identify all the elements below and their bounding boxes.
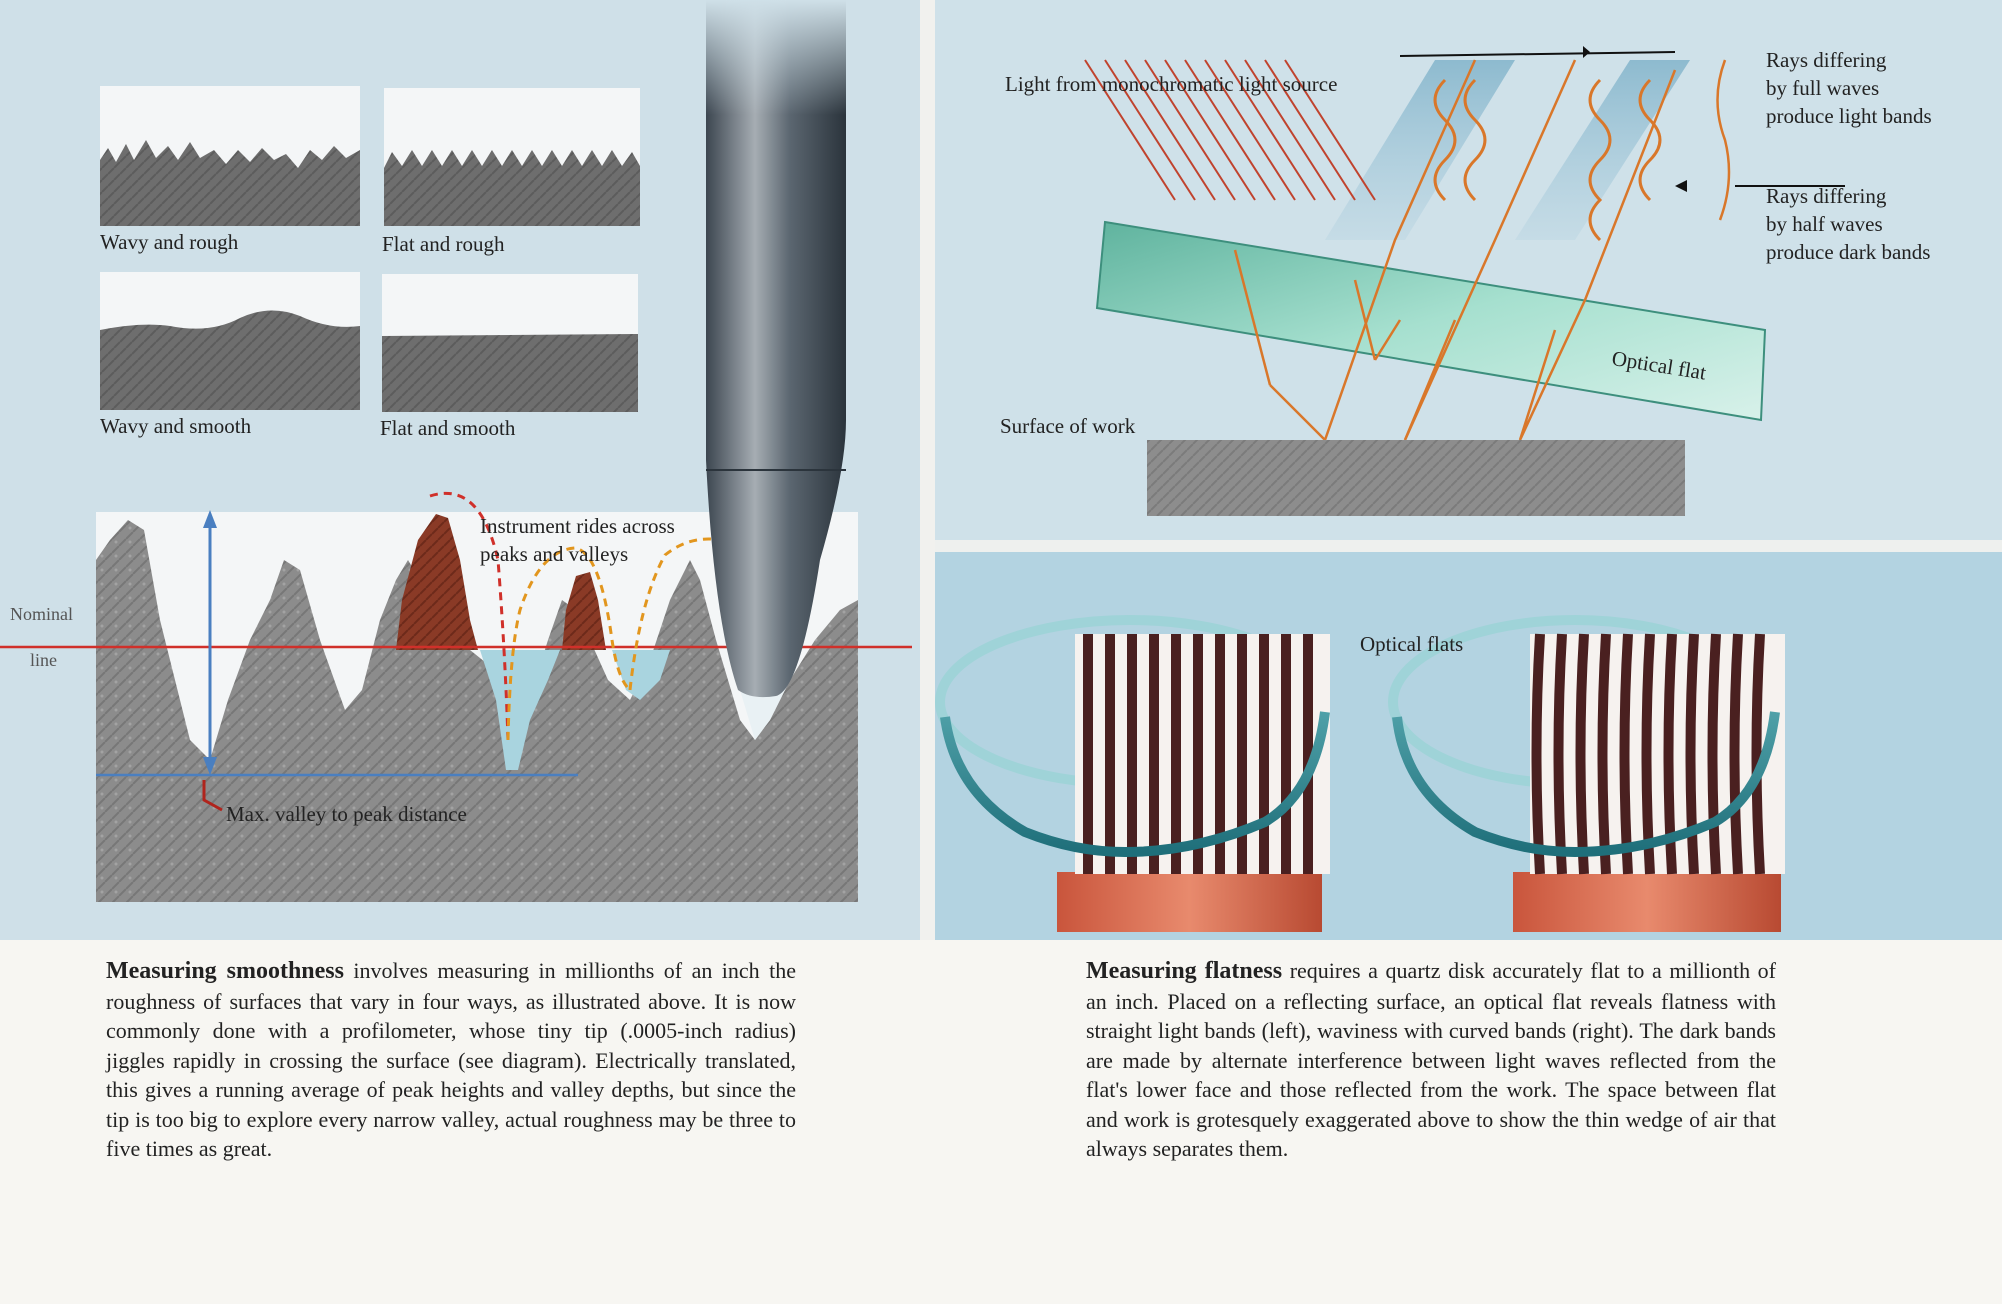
optical-flats-label: Optical flats [1360, 632, 1464, 656]
sample-label-flat-smooth: Flat and smooth [380, 416, 516, 440]
nominal-line-label-2: line [30, 650, 57, 670]
half-waves-label [1766, 182, 1930, 266]
nominal-line-label: Nominal [10, 604, 73, 624]
optical-flat-label: Optical flat [1610, 346, 1708, 385]
full-waves-line2: by full waves [1766, 76, 1880, 100]
page-gutter [920, 0, 935, 940]
panel-divider [935, 540, 2002, 552]
smoothness-caption-body: involves measuring in millionths of an inch the roughness of surfaces that vary in four ways, as illustrated above. It is now commonly done with a profilometer, whose tiny tip (.0005-inch radius) jiggles rapidly in crossing the surface (see diagram). Electrically translated, this gives a running average of peak heights and valley depths, but since the tip is too big to explore every narrow valley, actual roughness may be three to five times as great. [106, 958, 796, 1161]
surface-of-work-label: Surface of work [1000, 414, 1136, 438]
sample-wavy-rough [100, 86, 360, 226]
flatness-caption-title: Measuring flatness [1086, 958, 1283, 984]
half-waves-line2: by half waves [1766, 212, 1883, 236]
full-waves-label [1766, 46, 1932, 130]
flatness-caption-body: requires a quartz disk accurately flat to a millionth of an inch. Placed on a reflecting surface, an optical flat reveals flatness with straight light bands (left), waviness with curved bands (right). The dark bands are made by alternate interference between light waves reflected from the flat's lower face and those reflected from the work. The space between flat and work is grotesquely exaggerated above to show the thin wedge of air that always separates them. [1086, 958, 1777, 1161]
half-waves-line1: Rays differing [1766, 184, 1887, 208]
sample-flat-smooth [382, 274, 638, 412]
optical-flat-straight-bands [940, 620, 1330, 932]
optical-flat-slab [1097, 222, 1765, 420]
max-valley-label: Max. valley to peak distance [226, 802, 467, 826]
smoothness-caption-title: Measuring smoothness [106, 958, 344, 984]
instrument-label-line1: Instrument rides across [480, 514, 675, 538]
sample-flat-rough [384, 88, 640, 226]
light-band-beam-2 [1515, 60, 1690, 240]
half-waves-line3: produce dark bands [1766, 240, 1931, 264]
sample-wavy-smooth [100, 272, 360, 410]
full-waves-line1: Rays differing [1766, 48, 1887, 72]
sample-label-flat-rough: Flat and rough [382, 232, 505, 256]
sample-label-wavy-rough: Wavy and rough [100, 230, 239, 254]
full-waves-line3: produce light bands [1766, 104, 1932, 128]
work-surface [1147, 440, 1685, 516]
smoothness-artwork [0, 0, 920, 940]
sample-label-wavy-smooth: Wavy and smooth [100, 414, 252, 438]
smoothness-caption [106, 956, 796, 1164]
light-source-label: Light from monochromatic light source [1005, 72, 1338, 96]
full-waves-leader [1400, 52, 1675, 56]
optical-flat-curved-bands [1393, 620, 1785, 932]
light-band-beam-1 [1325, 60, 1515, 240]
flatness-caption [1086, 956, 1776, 1164]
instrument-label-line2: peaks and valleys [480, 542, 629, 566]
optical-flats-artwork [935, 552, 2002, 940]
